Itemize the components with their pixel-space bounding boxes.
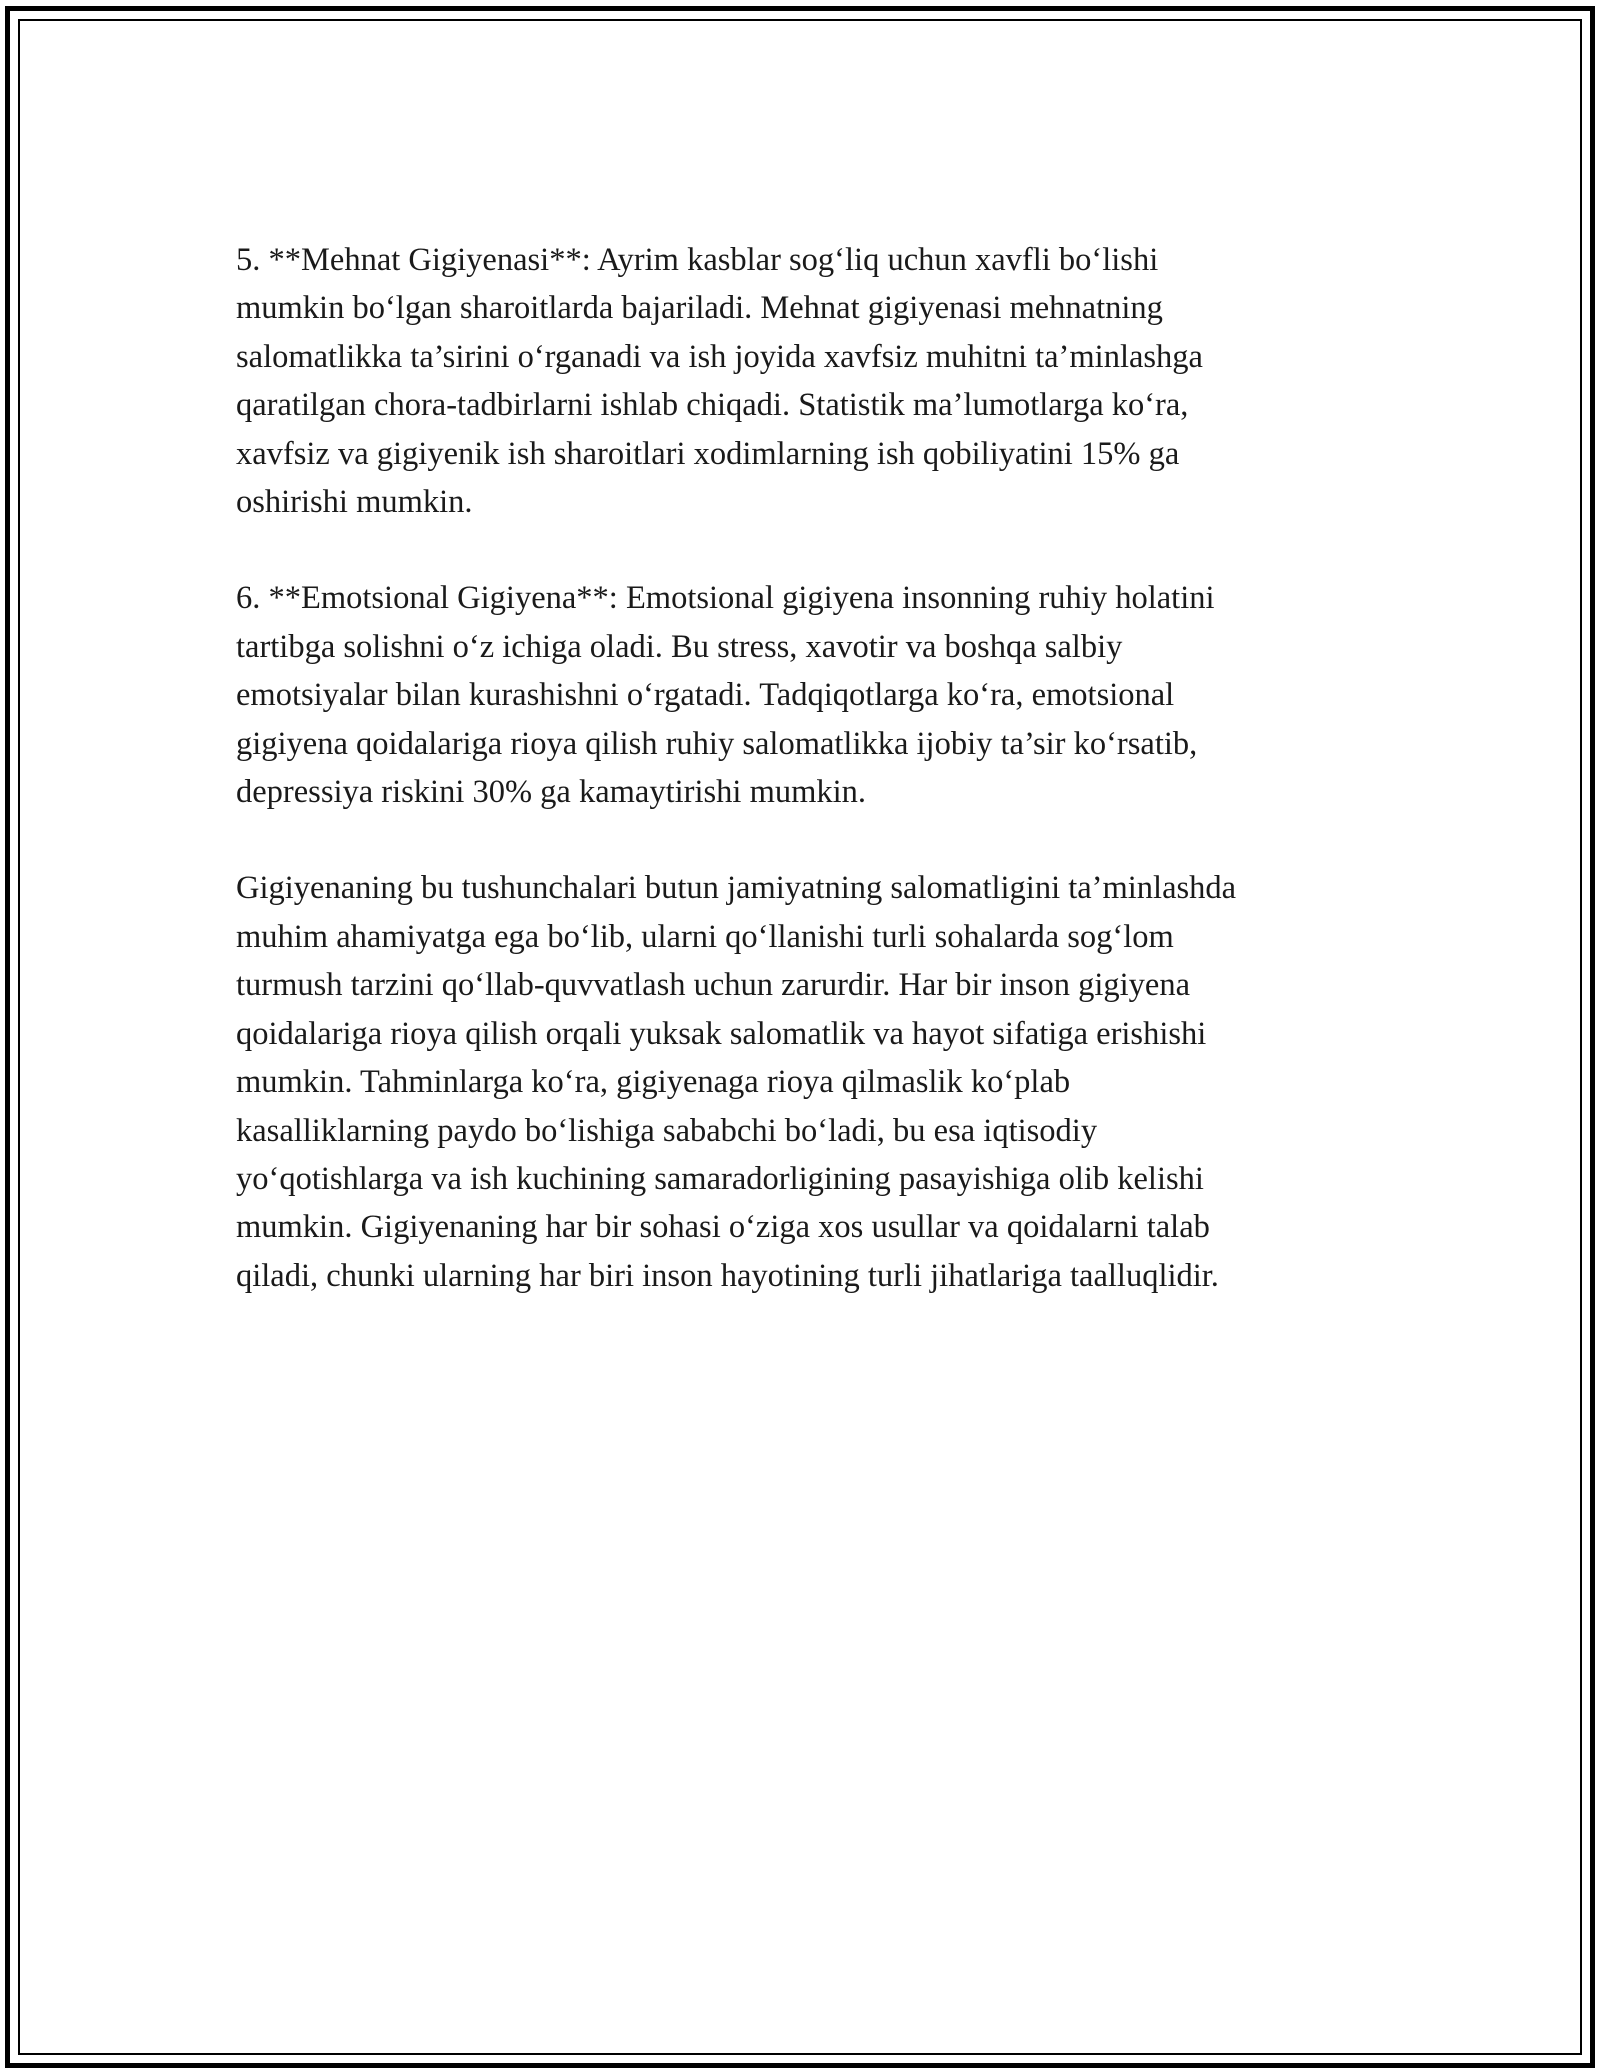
paragraph-conclusion: Gigiyenaning bu tushunchalari butun jamiyatning salomatligini ta’minlashda muhim ahamiyatga ega bo‘lib, ularni qo‘llanishi turli sohalarda sog‘lom turmush tarzini qo‘llab-quvvatlash uchun zarurdir. Har bir inson gigiyena qoidalariga rioya qilish orqali yuksak salomatlik va hayot sifatiga erishishi mumkin. Tahminlarga ko‘ra, gigiyenaga rioya qilmaslik ko‘plab kasalliklarning paydo bo‘lishiga sababchi bo‘ladi, bu esa iqtisodiy yo‘qotishlarga va ish kuchining samaradorligining pasayishiga olib kelishi mumkin. Gigiyenaning har bir sohasi o‘ziga xos usullar va qoidalarni talab qiladi, chunki ularning har biri inson hayotining turli jihatlariga taalluqlidir. — [236, 870, 1237, 1294]
paragraph-mehnat-gigiyenasi: 5. **Mehnat Gigiyenasi**: Ayrim kasblar sog‘liq uchun xavfli bo‘lishi mumkin bo‘lgan sharoitlarda bajariladi. Mehnat gigiyenasi mehnatning salomatlikka ta’sirini o‘rganadi va ish joyida xavfsiz muhitni ta’minlashga qaratilgan chora-tadbirlarni ishlab chiqadi. Statistik ma’lumotlarga ko‘ra, xavfsiz va gigiyenik ish sharoitlari xodimlarning ish qobiliyatini 15% ga oshirishi mumkin. — [236, 242, 1203, 521]
document-body — [236, 236, 1396, 1348]
paragraph-emotsional-gigiyena: 6. **Emotsional Gigiyena**: Emotsional gigiyena insonning ruhiy holatini tartibga solishni o‘z ichiga oladi. Bu stress, xavotir va boshqa salbiy emotsiyalar bilan kurashishni o‘rgatadi. Tadqiqotlarga ko‘ra, emotsional gigiyena qoidalariga rioya qilish ruhiy salomatlikka ijobiy ta’sir ko‘rsatib, depressiya riskini 30% ga kamaytirishi mumkin. — [236, 580, 1215, 811]
